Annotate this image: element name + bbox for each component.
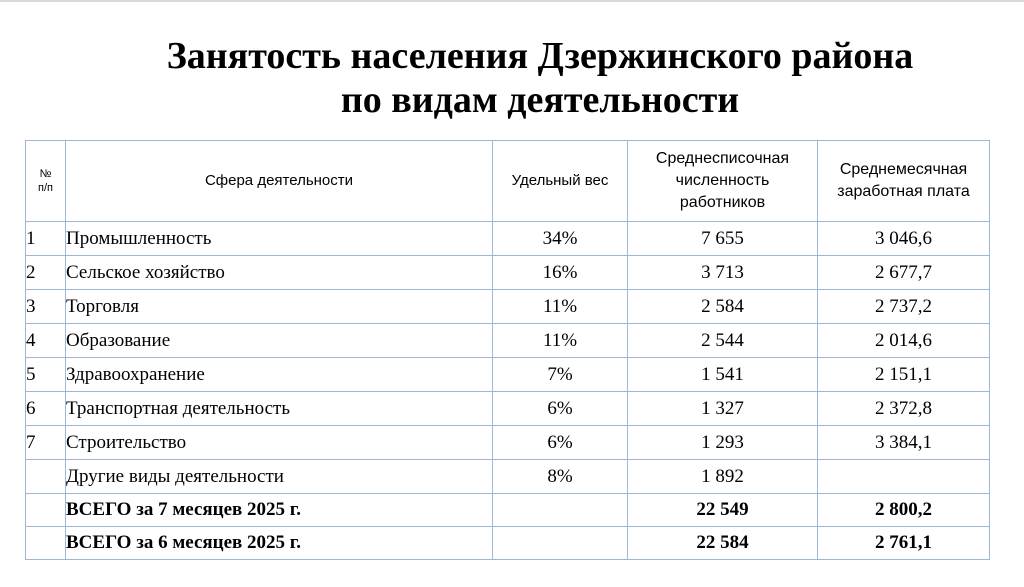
row-salary: 2 151,1 [818, 358, 990, 392]
header-salary-line-2: заработная плата [837, 183, 970, 200]
row-num: 5 [26, 358, 66, 392]
row-num [26, 460, 66, 494]
table-row [26, 324, 990, 358]
row-weight: 7% [493, 358, 628, 392]
row-count: 1 541 [628, 358, 818, 392]
row-salary: 2 014,6 [818, 324, 990, 358]
row-weight: 34% [493, 222, 628, 256]
row-salary: 3 384,1 [818, 426, 990, 460]
row-num: 3 [26, 290, 66, 324]
row-count: 1 293 [628, 426, 818, 460]
header-num [26, 141, 66, 222]
row-sphere: Другие виды деятельности [66, 460, 493, 494]
row-weight: 6% [493, 426, 628, 460]
row-salary: 2 677,7 [818, 256, 990, 290]
row-sphere: Торговля [66, 290, 493, 324]
row-weight: 6% [493, 392, 628, 426]
row-weight: 11% [493, 290, 628, 324]
table-row [26, 460, 990, 494]
header-count [628, 141, 818, 222]
row-sphere: Образование [66, 324, 493, 358]
employment-table [25, 140, 990, 560]
total-label: ВСЕГО за 6 месяцев 2025 г. [66, 527, 493, 560]
header-count-line-1: Среднесписочная [655, 150, 790, 167]
title-line-2: по видам деятельности [340, 79, 740, 121]
total-salary: 2 800,2 [818, 494, 990, 527]
header-salary [818, 141, 990, 222]
row-count: 2 584 [628, 290, 818, 324]
row-salary: 3 046,6 [818, 222, 990, 256]
row-count: 1 327 [628, 392, 818, 426]
total-weight [493, 527, 628, 560]
row-count: 3 713 [628, 256, 818, 290]
table-row [26, 256, 990, 290]
table-row [26, 392, 990, 426]
row-num: 2 [26, 256, 66, 290]
header-num-abbr: п/п [38, 182, 53, 194]
row-salary: 2 372,8 [818, 392, 990, 426]
total-weight [493, 494, 628, 527]
header-count-line-2: численность [675, 172, 770, 189]
total-count: 22 584 [628, 527, 818, 560]
table-row [26, 358, 990, 392]
table-row [26, 290, 990, 324]
total-salary: 2 761,1 [818, 527, 990, 560]
page-title [40, 34, 1024, 122]
row-count: 7 655 [628, 222, 818, 256]
row-sphere: Строительство [66, 426, 493, 460]
row-num: 4 [26, 324, 66, 358]
row-salary [818, 460, 990, 494]
row-sphere: Здравоохранение [66, 358, 493, 392]
header-sphere: Сфера деятельности [66, 141, 493, 222]
row-weight: 11% [493, 324, 628, 358]
top-divider [0, 0, 1024, 2]
total-count: 22 549 [628, 494, 818, 527]
row-count: 1 892 [628, 460, 818, 494]
row-num: 6 [26, 392, 66, 426]
table-row [26, 426, 990, 460]
total-row-6-months [26, 527, 990, 560]
total-num [26, 494, 66, 527]
row-weight: 8% [493, 460, 628, 494]
header-salary-line-1: Среднемесячная [839, 161, 968, 178]
header-count-line-3: работников [679, 194, 766, 211]
row-salary: 2 737,2 [818, 290, 990, 324]
row-sphere: Транспортная деятельность [66, 392, 493, 426]
row-sphere: Промышленность [66, 222, 493, 256]
header-weight: Удельный вес [493, 141, 628, 222]
row-num: 1 [26, 222, 66, 256]
row-weight: 16% [493, 256, 628, 290]
total-label: ВСЕГО за 7 месяцев 2025 г. [66, 494, 493, 527]
row-num: 7 [26, 426, 66, 460]
header-num-symbol: № [39, 168, 52, 180]
total-num [26, 527, 66, 560]
row-sphere: Сельское хозяйство [66, 256, 493, 290]
row-count: 2 544 [628, 324, 818, 358]
table-row [26, 222, 990, 256]
title-line-1: Занятость населения Дзержинского района [166, 35, 914, 77]
total-row-7-months [26, 494, 990, 527]
header-row [26, 141, 990, 222]
